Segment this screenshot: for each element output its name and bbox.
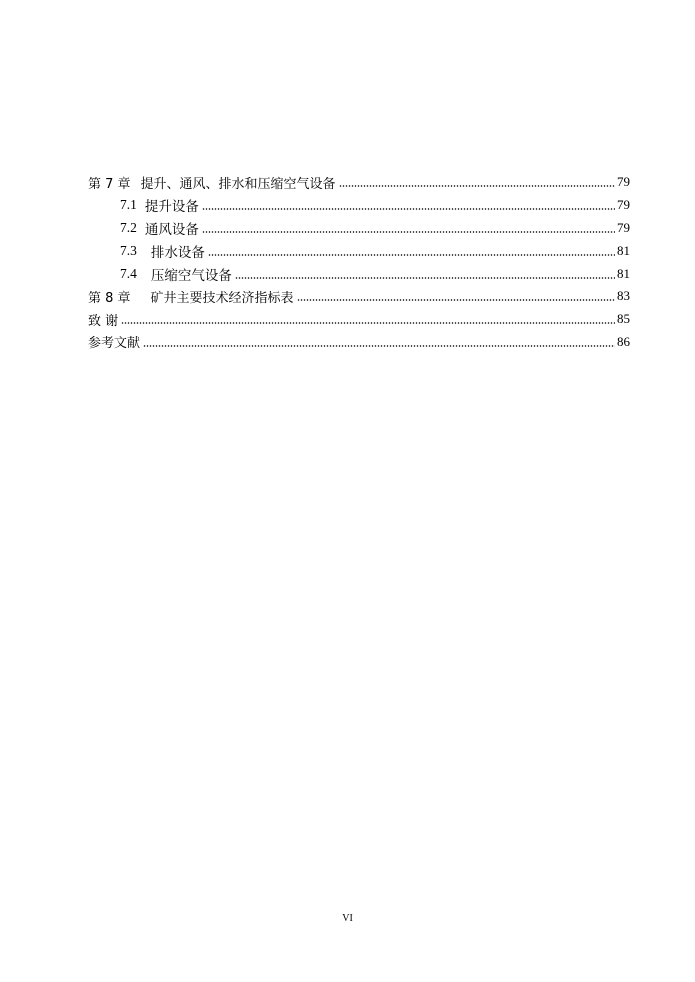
dot-leader xyxy=(208,253,615,257)
toc-entry-number: 第 7 章 xyxy=(88,176,131,192)
toc-entry-7-3[interactable] xyxy=(88,239,630,262)
toc-entry-title: 通风设备 xyxy=(144,221,199,237)
dot-leader xyxy=(143,344,615,348)
dot-leader xyxy=(121,321,615,325)
dot-leader xyxy=(235,276,615,280)
toc-entry-page: 79 xyxy=(617,219,630,235)
toc-entry-7-4[interactable] xyxy=(88,262,630,285)
toc-entry-title: 压缩空气设备 xyxy=(150,267,232,283)
toc-entry-title: 提升、通风、排水和压缩空气设备 xyxy=(140,176,336,192)
toc-entry-title: 参考文献 xyxy=(88,336,141,352)
toc-entry-page: 83 xyxy=(617,288,630,304)
toc-entry-chapter-7[interactable] xyxy=(88,171,630,194)
table-of-contents xyxy=(88,171,630,353)
toc-entry-page: 79 xyxy=(617,174,630,190)
dot-leader xyxy=(202,207,615,211)
toc-entry-7-2[interactable] xyxy=(88,217,630,240)
dot-leader xyxy=(202,230,615,234)
page-number: VI xyxy=(342,913,353,924)
toc-entry-7-1[interactable] xyxy=(88,194,630,217)
toc-entry-references[interactable] xyxy=(88,331,630,354)
toc-entry-acknowledgements[interactable] xyxy=(88,308,630,331)
toc-entry-page: 81 xyxy=(617,242,630,258)
toc-entry-page: 85 xyxy=(617,311,630,327)
toc-entry-number: 7.4 xyxy=(120,265,137,281)
toc-entry-chapter-8[interactable] xyxy=(88,285,630,308)
toc-entry-title: 致 谢 xyxy=(88,313,119,329)
toc-entry-number: 7.2 xyxy=(120,219,137,235)
toc-entry-page: 86 xyxy=(617,333,630,349)
toc-entry-page: 81 xyxy=(617,265,630,281)
toc-entry-number: 7.3 xyxy=(120,242,137,258)
dot-leader xyxy=(339,184,615,188)
toc-entry-page: 79 xyxy=(617,197,630,213)
dot-leader xyxy=(297,298,615,302)
toc-entry-title: 排水设备 xyxy=(150,244,205,260)
toc-entry-number: 第 8 章 xyxy=(88,290,131,306)
toc-entry-title: 提升设备 xyxy=(144,199,199,215)
toc-entry-title: 矿井主要技术经济指标表 xyxy=(150,290,294,306)
toc-entry-number: 7.1 xyxy=(120,197,137,213)
